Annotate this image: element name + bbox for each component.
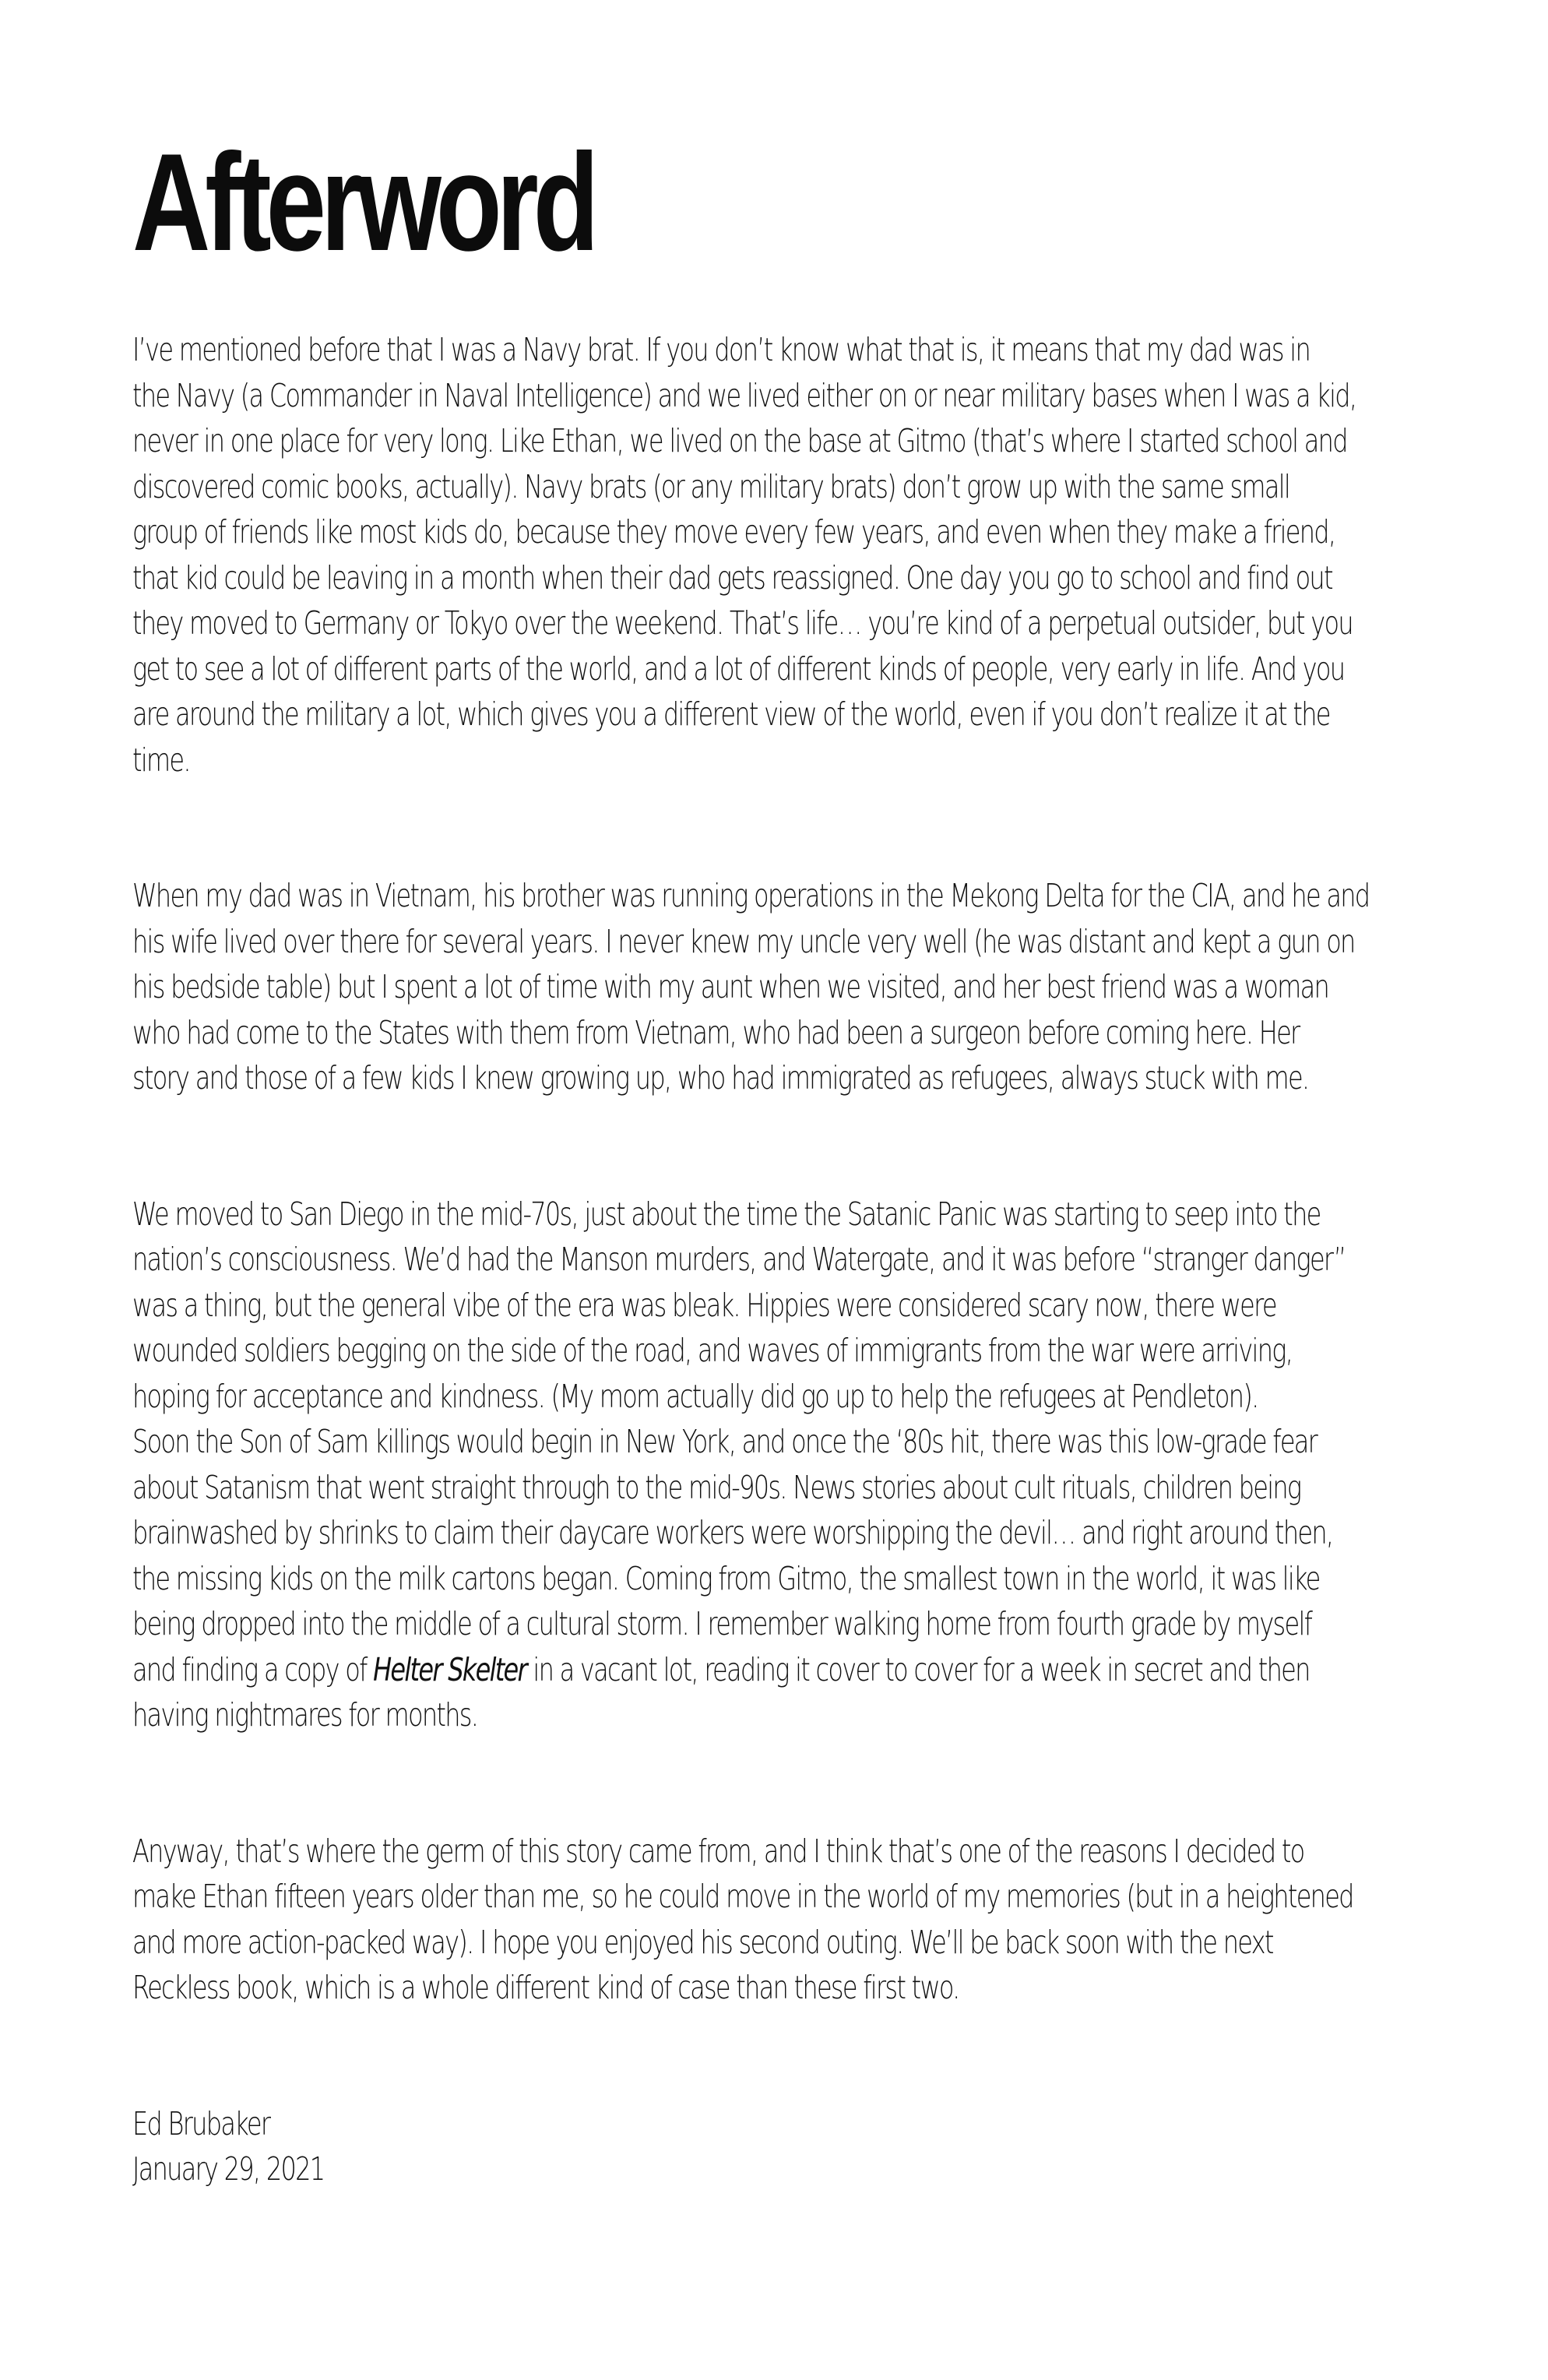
body-text xyxy=(132,327,1420,2192)
text-line: wounded soldiers begging on the side of the road, and waves of immigrants from the war were arriving, xyxy=(132,1332,1293,1369)
text-line: that kid could be leaving in a month when their dad gets reassigned. One day you go to school and find out xyxy=(132,558,1332,597)
signature-date: January 29, 2021 xyxy=(132,2150,325,2188)
paragraph-3 xyxy=(132,1192,1420,1738)
paragraph-1 xyxy=(132,327,1420,783)
text-line: time. xyxy=(132,741,190,779)
text-line: hoping for acceptance and kindness. (My mom actually did go up to help the refugees at Pendleton). xyxy=(132,1377,1258,1415)
text-line: We moved to San Diego in the mid-70s, just about the time the Satanic Panic was starting to seep into the xyxy=(132,1195,1321,1233)
text-line-with-book-title xyxy=(132,1647,1420,1693)
text-line: they moved to Germany or Tokyo over the weekend. That’s life… you’re kind of a perpetual outsider, but you xyxy=(132,604,1353,642)
book-title-helter-skelter: Helter Skelter xyxy=(373,1650,526,1688)
text-line: Soon the Son of Sam killings would begin in New York, and once the ‘80s hit, there was this low-grade fear xyxy=(132,1423,1318,1460)
text-line: discovered comic books, actually). Navy brats (or any military brats) don’t grow up with the same small xyxy=(132,467,1290,505)
signature-block xyxy=(132,2101,1420,2192)
text-line: was a thing, but the general vibe of the era was bleak. Hippies were considered scary now, there were xyxy=(132,1286,1276,1324)
text-line: group of friends like most kids do, because they move every few years, and even when they make a friend, xyxy=(132,513,1335,551)
text-line: make Ethan fifteen years older than me, so he could move in the world of my memories (but in a heightened xyxy=(132,1878,1353,1915)
page-title: Afterword xyxy=(132,125,594,280)
text-line: When my dad was in Vietnam, his brother was running operations in the Mekong Delta for the CIA, and he and xyxy=(132,877,1370,914)
text-segment: and finding a copy of xyxy=(132,1650,374,1688)
text-line: are around the military a lot, which gives you a different view of the world, even if you don’t realize it at the xyxy=(132,695,1330,733)
text-line: nation’s consciousness. We’d had the Manson murders, and Watergate, and it was before “stranger danger” xyxy=(132,1241,1346,1278)
text-line: being dropped into the middle of a cultural storm. I remember walking home from fourth grade by myself xyxy=(132,1605,1312,1642)
paragraph-4 xyxy=(132,1829,1420,2011)
text-line: his wife lived over there for several years. I never knew my uncle very well (he was distant and kept a gun on xyxy=(132,922,1355,960)
text-line: I’ve mentioned before that I was a Navy brat. If you don’t know what that is, it means that my dad was in xyxy=(132,331,1311,368)
text-line: Anyway, that’s where the germ of this story came from, and I think that’s one of the reasons I decided to xyxy=(132,1832,1304,1870)
text-line: his bedside table) but I spent a lot of time with my aunt when we visited, and her best friend was a woman xyxy=(132,968,1329,1005)
text-line: Reckless book, which is a whole different kind of case than these first two. xyxy=(132,1969,959,2006)
text-line: the missing kids on the milk cartons began. Coming from Gitmo, the smallest town in the world, it was like xyxy=(132,1559,1320,1597)
text-line: who had come to the States with them from Vietnam, who had been a surgeon before coming here. Her xyxy=(132,1013,1300,1051)
text-line: and more action-packed way). I hope you enjoyed his second outing. We’ll be back soon with the next xyxy=(132,1923,1273,1961)
text-line: never in one place for very long. Like Ethan, we lived on the base at Gitmo (that’s where I started school and xyxy=(132,422,1347,459)
paragraph-2 xyxy=(132,873,1420,1101)
text-line: get to see a lot of different parts of the world, and a lot of different kinds of people, very early in life. And you xyxy=(132,650,1345,688)
text-line: having nightmares for months. xyxy=(132,1696,478,1734)
afterword-page xyxy=(132,125,1417,2283)
text-segment: in a vacant lot, reading it cover to cover for a week in secret and then xyxy=(526,1650,1310,1688)
text-line: about Satanism that went straight through to the mid-90s. News stories about cult rituals, children being xyxy=(132,1468,1301,1506)
text-line: the Navy (a Commander in Naval Intelligence) and we lived either on or near military bases when I was a kid, xyxy=(132,376,1356,414)
text-line: story and those of a few kids I knew growing up, who had immigrated as refugees, always stuck with me. xyxy=(132,1059,1309,1097)
author-name: Ed Brubaker xyxy=(132,2104,270,2142)
text-line: brainwashed by shrinks to claim their daycare workers were worshipping the devil… and right around then, xyxy=(132,1514,1333,1551)
